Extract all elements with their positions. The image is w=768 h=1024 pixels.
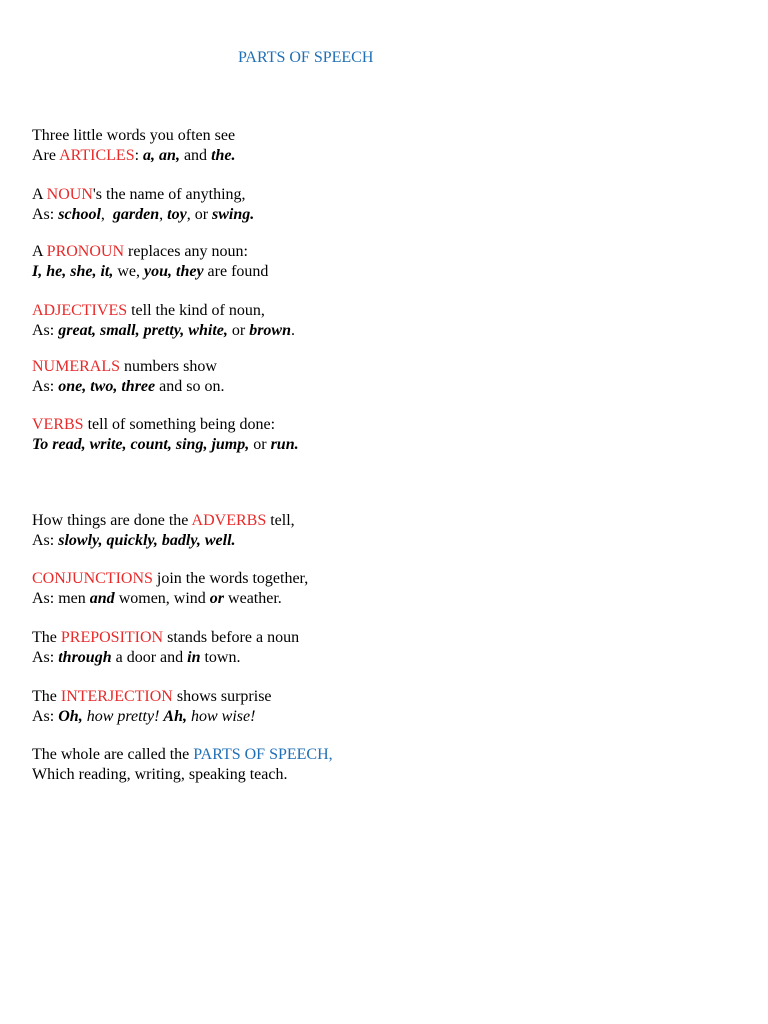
example-text: a, an,	[143, 146, 180, 164]
plain-text: , or	[186, 205, 213, 223]
stanza-line	[32, 185, 254, 205]
stanza-line	[32, 415, 299, 435]
keyword-interjection: INTERJECTION	[60, 688, 173, 705]
keyword-adjectives: ADJECTIVES	[32, 302, 128, 319]
plain-text: The	[32, 629, 61, 646]
example-text: or	[209, 589, 225, 607]
example-text: run.	[270, 435, 299, 453]
plain-text: join the words together,	[152, 570, 309, 587]
stanza-line	[32, 321, 295, 341]
plain-text: The	[32, 688, 61, 705]
example-text: you, they	[144, 262, 204, 280]
stanza-line	[32, 301, 295, 321]
plain-text: 's the name of anything,	[92, 186, 246, 203]
plain-text: The whole are called the	[32, 746, 194, 763]
example-text: the.	[211, 146, 236, 164]
stanza-line	[32, 628, 299, 648]
plain-text: tell,	[266, 512, 295, 529]
stanza-line	[32, 511, 295, 531]
plain-text: or	[249, 435, 271, 453]
stanza-line: Which reading, writing, speaking teach.	[32, 765, 288, 783]
plain-text: numbers show	[120, 358, 217, 375]
plain-text: ,	[100, 205, 113, 223]
plain-text: tell the kind of noun,	[127, 302, 265, 319]
plain-text: town.	[200, 648, 241, 666]
plain-text: Are	[32, 146, 60, 164]
stanza-line	[32, 262, 268, 282]
plain-text: are found	[203, 262, 269, 280]
example-text: through	[58, 648, 112, 666]
plain-text: As:	[32, 707, 59, 725]
example-text: garden	[112, 205, 160, 223]
stanza-preposition	[32, 628, 299, 667]
plain-text: As: men	[32, 589, 90, 607]
stanza-line	[32, 589, 308, 609]
example-text: slowly, quickly, badly, well.	[58, 531, 236, 549]
plain-text: ,	[159, 205, 168, 223]
keyword-verbs: VERBS	[32, 416, 84, 433]
stanza-pronoun	[32, 242, 268, 281]
example-text: one, two, three	[58, 377, 156, 395]
plain-text: we,	[113, 262, 144, 280]
example-text: in	[187, 648, 201, 666]
keyword-articles: ARTICLES	[59, 146, 135, 164]
plain-text: and so on.	[155, 377, 225, 395]
stanza-line	[32, 146, 236, 166]
plain-text: As:	[32, 205, 59, 223]
plain-text: a door and	[111, 648, 188, 666]
plain-text: women, wind	[114, 589, 210, 607]
plain-text: As:	[32, 648, 59, 666]
plain-text: As:	[32, 531, 59, 549]
example-text: To read, write, count, sing, jump,	[32, 435, 250, 453]
stanza-line	[32, 648, 299, 668]
example-text: I, he, she, it,	[32, 262, 114, 280]
plain-text: shows surprise	[172, 688, 272, 705]
plain-text: A	[32, 243, 47, 260]
stanza-line: Three little words you often see	[32, 127, 236, 144]
plain-text: How things are done the	[32, 512, 192, 529]
plain-text: .	[290, 321, 295, 339]
keyword-preposition: PREPOSITION	[60, 629, 164, 646]
keyword-conjunctions: CONJUNCTIONS	[32, 570, 153, 587]
stanza-line	[32, 357, 224, 377]
stanza-line	[32, 569, 308, 589]
stanza-line	[32, 531, 295, 551]
stanza-line	[32, 377, 224, 397]
example-text: great, small, pretty, white,	[58, 321, 228, 339]
keyword-parts-of-speech: PARTS OF SPEECH	[193, 746, 329, 763]
keyword-noun: NOUN	[46, 186, 93, 203]
plain-text: A	[32, 186, 47, 203]
example-text: and	[89, 589, 115, 607]
example-text: Ah,	[163, 707, 187, 725]
plain-text: and	[179, 146, 212, 164]
stanza-conjunctions	[32, 569, 308, 608]
stanza-line	[32, 687, 272, 707]
stanza-numerals	[32, 357, 224, 396]
keyword-numerals: NUMERALS	[32, 358, 121, 375]
plain-text: tell of something being done:	[83, 416, 276, 433]
plain-text: stands before a noun	[163, 629, 300, 646]
example-text: Oh,	[58, 707, 83, 725]
stanza-line	[32, 707, 272, 727]
plain-text: replaces any noun:	[124, 243, 248, 260]
stanza-line	[32, 242, 268, 262]
italic-text: how wise!	[187, 707, 256, 725]
stanza-interjection	[32, 687, 272, 726]
plain-text: :	[134, 146, 144, 164]
example-text: swing.	[212, 205, 255, 223]
keyword-pronoun: PRONOUN	[46, 243, 125, 260]
stanza-line	[32, 205, 254, 225]
example-text: school	[58, 205, 101, 223]
example-text: toy	[167, 205, 187, 223]
stanza-articles	[32, 126, 236, 165]
example-text: brown	[249, 321, 291, 339]
stanza-noun	[32, 185, 254, 224]
stanza-verbs	[32, 415, 299, 454]
keyword-adverbs: ADVERBS	[191, 512, 267, 529]
page-title: PARTS OF SPEECH	[238, 49, 374, 66]
plain-text: As:	[32, 377, 59, 395]
plain-text: ,	[328, 746, 333, 763]
plain-text: or	[227, 321, 250, 339]
stanza-closing	[32, 745, 333, 784]
stanza-line	[32, 435, 299, 455]
stanza-line	[32, 745, 333, 765]
stanza-adjectives	[32, 301, 295, 340]
plain-text: weather.	[224, 589, 282, 607]
stanza-adverbs	[32, 511, 295, 550]
italic-text: how pretty!	[82, 707, 164, 725]
plain-text: As:	[32, 321, 59, 339]
